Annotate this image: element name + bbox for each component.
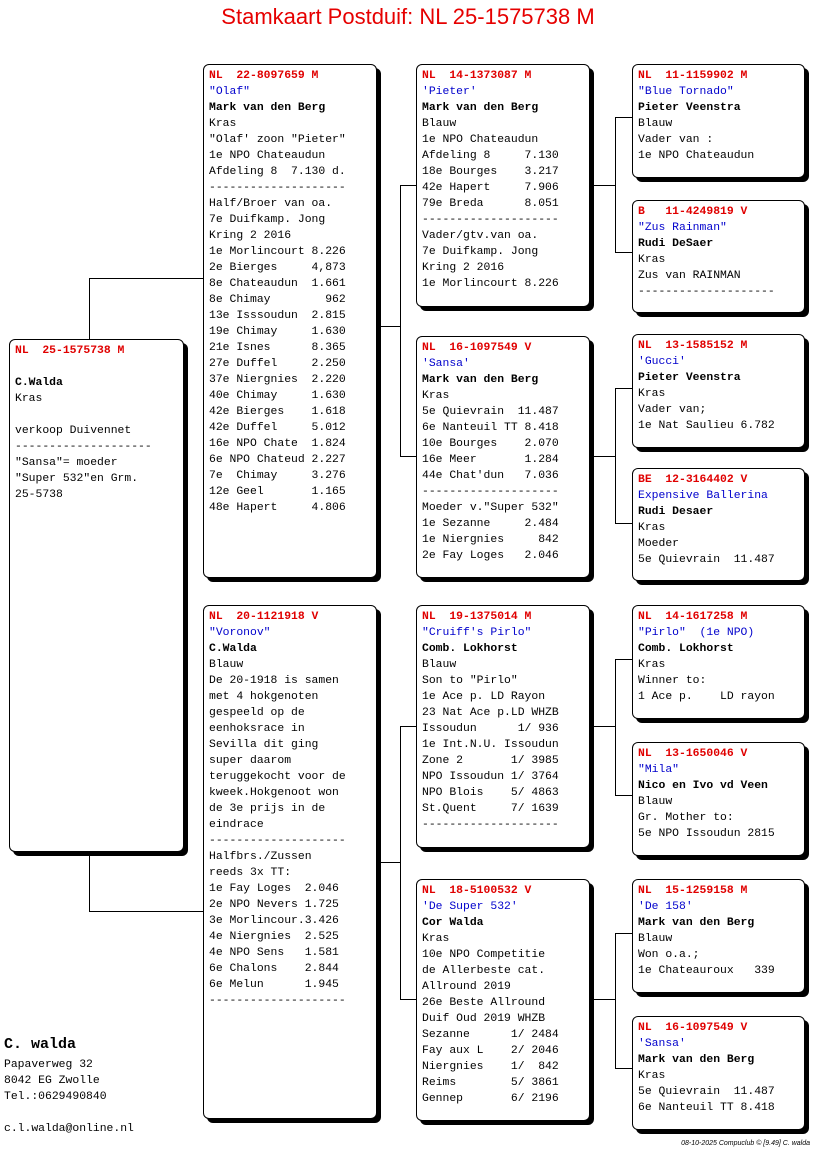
card-line: NPO Blois 5/ 4863 [422,787,559,799]
card-line: Reims 5/ 3861 [422,1077,559,1089]
breeder-name: Mark van den Berg [209,102,326,114]
card-line: 2e NPO Nevers 1.725 [209,899,339,911]
card-line: 2e Fay Loges 2.046 [422,550,559,562]
card-line: "Olaf' zoon "Pieter" [209,134,346,146]
connector-line [615,659,616,796]
card-line: 79e Breda 8.051 [422,198,559,210]
pigeon-name: 'Pieter' [422,86,477,98]
card-line: 40e Chimay 1.630 [209,390,346,402]
owner-city: 8042 EG Zwolle [4,1075,100,1087]
breeder-name: Mark van den Berg [638,917,755,929]
card-line: Vader van : [638,134,714,146]
card-line: eenhoksrace in [209,723,305,735]
card-line: 25-5738 [15,489,63,501]
card-line: Kring 2 2016 [209,230,292,242]
card-line: 1 Ace p. LD rayon [638,691,775,703]
card-line: Kras [422,933,450,945]
connector-line [589,999,615,1000]
card-line: 1e NPO Chateaudun [638,150,755,162]
card-line: kweek.Hokgenoot won [209,787,339,799]
card-line: 1e Sezanne 2.484 [422,518,559,530]
card-line: Kras [638,659,666,671]
pigeon-name: 'De 158' [638,901,693,913]
card-line: 4e NPO Sens 1.581 [209,947,339,959]
connector-line [589,456,615,457]
card-line: 8e Chimay 962 [209,294,346,306]
card-line: 10e NPO Competitie [422,949,546,961]
breeder-name: Rudi Desaer [638,506,714,518]
card-line: Zus van RAINMAN [638,270,741,282]
card-line: de 3e prijs in de [209,803,326,815]
card-ff [416,64,590,307]
connector-line [400,726,416,727]
card-line: Kras [638,388,666,400]
connector-line [376,326,400,327]
breeder-name: C.Walda [15,377,63,389]
ring-number: NL 14-1373087 M [422,70,532,82]
card-line: 1e Chateauroux 339 [638,965,775,977]
ring-number: NL 13-1585152 M [638,340,748,352]
card-line: 1e NPO Chateaudun [422,134,539,146]
connector-line [615,117,616,253]
card-line: 26e Beste Allround [422,997,546,1009]
connector-line [615,523,632,524]
owner-street: Papaverweg 32 [4,1059,93,1071]
card-line: 16e Meer 1.284 [422,454,559,466]
pigeon-name: "Mila" [638,764,680,776]
connector-line [615,659,632,660]
connector-line [89,911,204,912]
card-line: Allround 2019 [422,981,511,993]
breeder-name: Pieter Veenstra [638,102,741,114]
card-line: eindrace [209,819,264,831]
card-line: Blauw [209,659,244,671]
ring-number: BE 12-3164402 V [638,474,748,486]
pigeon-name: "Olaf" [209,86,251,98]
card-line: 13e Isssoudun 2.815 [209,310,346,322]
card-line: St.Quent 7/ 1639 [422,803,559,815]
ring-number: NL 19-1375014 M [422,611,532,623]
ring-number: NL 18-5100532 V [422,885,532,897]
owner-phone: Tel.:0629490840 [4,1091,107,1103]
connector-line [376,862,400,863]
pigeon-name: 'De Super 532' [422,901,518,913]
connector-line [400,456,416,457]
connector-line [615,388,616,524]
breeder-name: Mark van den Berg [422,374,539,386]
connector-line [400,185,401,457]
card-line: Blauw [422,118,457,130]
card-line: Son to "Pirlo" [422,675,518,687]
breeder-name: Pieter Veenstra [638,372,741,384]
ring-number: NL 20-1121918 V [209,611,319,623]
card-line: 48e Hapert 4.806 [209,502,346,514]
card-line: Sezanne 1/ 2484 [422,1029,559,1041]
card-fm [416,336,590,578]
card-line: 44e Chat'dun 7.036 [422,470,559,482]
card-line: Vader van; [638,404,707,416]
card-line: Moeder v."Super 532" [422,502,559,514]
breeder-name: Comb. Lokhorst [638,643,734,655]
owner-email[interactable]: c.l.walda@online.nl [4,1123,134,1135]
breeder-name: Comb. Lokhorst [422,643,518,655]
pigeon-name: 'Sansa' [638,1038,686,1050]
breeder-name: Rudi DeSaer [638,238,714,250]
pigeon-name: "Cruiff's Pirlo" [422,627,532,639]
card-line: 2e Bierges 4,873 [209,262,346,274]
connector-line [615,117,632,118]
pigeon-name: "Blue Tornado" [638,86,734,98]
connector-line [615,933,632,934]
card-line: 8e Chateaudun 1.661 [209,278,346,290]
card-line: Moeder [638,538,680,550]
card-line: "Sansa"= moeder [15,457,118,469]
pigeon-name: "Voronov" [209,627,271,639]
card-fff [632,64,805,178]
connector-line [400,185,416,186]
card-line: 1e Int.N.U. Issoudun [422,739,559,751]
card-line: Gr. Mother to: [638,812,734,824]
card-line: 18e Bourges 3.217 [422,166,559,178]
card-line: -------------------- [638,286,775,298]
card-line: 1e Fay Loges 2.046 [209,883,339,895]
card-line: 16e NPO Chate 1.824 [209,438,346,450]
card-line: 6e Melun 1.945 [209,979,339,991]
card-line: 23 Nat Ace p.LD WHZB [422,707,559,719]
owner-name: C. walda [4,1036,77,1053]
pigeon-name: 'Gucci' [638,356,686,368]
card-line: Gennep 6/ 2196 [422,1093,559,1105]
card-line: Niergnies 1/ 842 [422,1061,559,1073]
card-line: 42e Duffel 5.012 [209,422,346,434]
card-line: -------------------- [209,182,346,194]
card-fmm [632,468,805,581]
page-title: Stamkaart Postduif: NL 25-1575738 M [221,4,595,29]
card-main [9,339,184,852]
breeder-name: Mark van den Berg [422,102,539,114]
card-line: Kras [422,390,450,402]
card-line: Blauw [422,659,457,671]
card-mmf [632,879,805,993]
card-line: 21e Isnes 8.365 [209,342,346,354]
card-line: 6e Nanteuil TT 8.418 [422,422,559,434]
card-line: 7e Duifkamp. Jong [209,214,326,226]
card-line: Kring 2 2016 [422,262,505,274]
card-line: 7e Duifkamp. Jong [422,246,539,258]
card-line: Sevilla dit ging [209,739,319,751]
card-line: Kras [638,1070,666,1082]
connector-line [400,726,401,1000]
card-fmf [632,334,805,448]
card-line: super daarom [209,755,292,767]
card-line: 12e Geel 1.165 [209,486,346,498]
card-line: Afdeling 8 7.130 [422,150,559,162]
card-line: 1e Morlincourt 8.226 [422,278,559,290]
card-line: -------------------- [209,995,346,1007]
card-line: met 4 hokgenoten [209,691,319,703]
card-line: 19e Chimay 1.630 [209,326,346,338]
ring-number: NL 16-1097549 V [422,342,532,354]
card-line: 5e NPO Issoudun 2815 [638,828,775,840]
card-mff [632,605,805,719]
card-line: 3e Morlincour.3.426 [209,915,339,927]
card-line: 4e Niergnies 2.525 [209,931,339,943]
card-line: 6e Nanteuil TT 8.418 [638,1102,775,1114]
card-line: 6e Chalons 2.844 [209,963,339,975]
card-line: 42e Bierges 1.618 [209,406,346,418]
print-stamp: 08-10-2025 Compuclub © [9.49] C. walda [681,1140,810,1147]
card-line: -------------------- [422,214,559,226]
card-line: 1e Ace p. LD Rayon [422,691,546,703]
connector-line [615,1068,632,1069]
card-mfm [632,742,805,856]
breeder-name: Cor Walda [422,917,484,929]
card-line: Blauw [638,118,673,130]
connector-line [89,278,90,340]
connector-line [615,252,632,253]
card-line: 37e Niergnies 2.220 [209,374,346,386]
connector-line [89,851,90,912]
card-line: 1e NPO Chateaudun [209,150,326,162]
ring-number: B 11-4249819 V [638,206,748,218]
breeder-name: C.Walda [209,643,257,655]
card-line: teruggekocht voor de [209,771,346,783]
card-line: reeds 3x TT: [209,867,292,879]
ring-number: NL 25-1575738 M [15,345,125,357]
card-line [15,359,178,375]
card-line: 10e Bourges 2.070 [422,438,559,450]
breeder-name: Mark van den Berg [638,1054,755,1066]
card-line: 1e Niergnies 842 [422,534,559,546]
card-line: "Super 532"en Grm. [15,473,139,485]
card-line: Afdeling 8 7.130 d. [209,166,346,178]
card-mm [416,879,590,1121]
card-line: Kras [638,522,666,534]
card-line: 7e Chimay 3.276 [209,470,346,482]
card-line: Vader/gtv.van oa. [422,230,539,242]
card-line: verkoop Duivennet [15,425,132,437]
card-mf [416,605,590,848]
ring-number: NL 22-8097659 M [209,70,319,82]
card-line: De 20-1918 is samen [209,675,339,687]
card-line: gespeeld op de [209,707,305,719]
card-line: 42e Hapert 7.906 [422,182,559,194]
card-line: -------------------- [422,486,559,498]
connector-line [615,795,632,796]
card-line: Blauw [638,933,673,945]
card-line: Halfbrs./Zussen [209,851,312,863]
card-line: 1e Nat Saulieu 6.782 [638,420,775,432]
connector-line [589,726,615,727]
card-line: Fay aux L 2/ 2046 [422,1045,559,1057]
card-line: -------------------- [422,819,559,831]
connector-line [400,999,416,1000]
card-line: 5e Quievrain 11.487 [638,554,775,566]
card-line: 6e NPO Chateud 2.227 [209,454,346,466]
card-line: Kras [638,254,666,266]
ring-number: NL 14-1617258 M [638,611,748,623]
card-mother [203,605,377,1119]
card-line [15,407,178,423]
pigeon-name: "Zus Rainman" [638,222,727,234]
ring-number: NL 13-1650046 V [638,748,748,760]
ring-number: NL 15-1259158 M [638,885,748,897]
card-line: 1e Morlincourt 8.226 [209,246,346,258]
card-mmm [632,1016,805,1130]
connector-line [615,933,616,1069]
card-line: 5e Quievrain 11.487 [638,1086,775,1098]
card-ffm [632,200,805,313]
connector-line [589,185,615,186]
card-line: -------------------- [209,835,346,847]
ring-number: NL 11-1159902 M [638,70,748,82]
card-line: Issoudun 1/ 936 [422,723,559,735]
card-line: 5e Quievrain 11.487 [422,406,559,418]
pigeon-name: Expensive Ballerina [638,490,768,502]
card-line: Kras [15,393,43,405]
card-line: -------------------- [15,441,152,453]
card-line: NPO Issoudun 1/ 3764 [422,771,559,783]
card-line: Won o.a.; [638,949,700,961]
card-line: 27e Duffel 2.250 [209,358,346,370]
connector-line [615,388,632,389]
card-line: Duif Oud 2019 WHZB [422,1013,546,1025]
card-line: de Allerbeste cat. [422,965,546,977]
card-line: Blauw [638,796,673,808]
card-father [203,64,377,578]
card-line: Winner to: [638,675,707,687]
pigeon-name: 'Sansa' [422,358,470,370]
card-line: Half/Broer van oa. [209,198,333,210]
ring-number: NL 16-1097549 V [638,1022,748,1034]
card-line: Zone 2 1/ 3985 [422,755,559,767]
pigeon-name: "Pirlo" (1e NPO) [638,627,755,639]
breeder-name: Nico en Ivo vd Veen [638,780,768,792]
connector-line [89,278,204,279]
card-line: Kras [209,118,237,130]
